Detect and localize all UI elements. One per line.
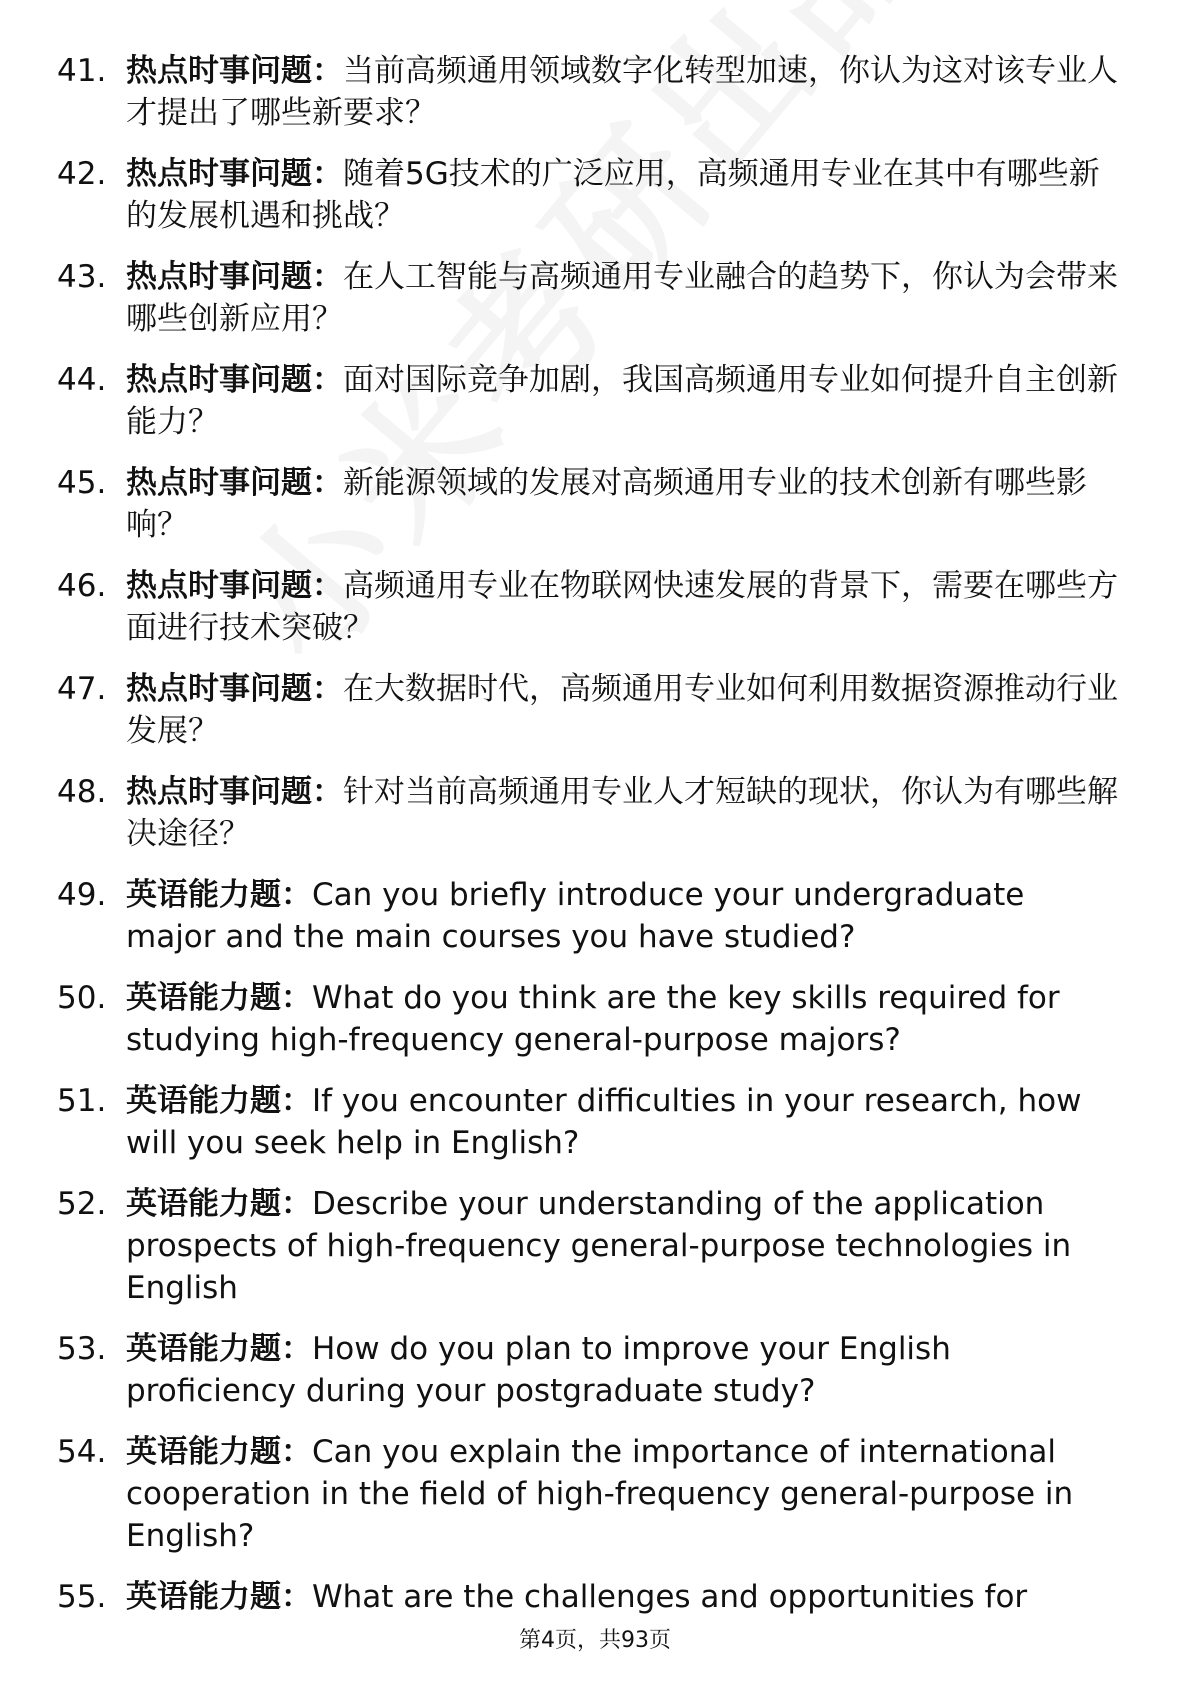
question-item xyxy=(0,874,1190,958)
question-number: 55. xyxy=(57,1579,107,1615)
question-item xyxy=(0,359,1190,443)
question-item xyxy=(0,1080,1190,1164)
question-number: 50. xyxy=(57,980,107,1016)
question-category: 英语能力题： xyxy=(126,980,312,1016)
question-list xyxy=(0,50,1190,1637)
question-item xyxy=(0,50,1190,134)
question-text: Can you explain the importance of international cooperation in the field of high-frequency general-purpose in English? xyxy=(126,1434,1074,1554)
question-item xyxy=(0,1431,1190,1557)
question-text: What do you think are the key skills required for studying high-frequency general-purpose majors? xyxy=(126,980,1060,1058)
question-category: 英语能力题： xyxy=(126,877,312,913)
question-number: 45. xyxy=(57,465,107,501)
question-text: 新能源领域的发展对高频通用专业的技术创新有哪些影响？ xyxy=(126,465,1087,543)
question-category: 热点时事问题： xyxy=(126,53,343,89)
question-number: 51. xyxy=(57,1083,107,1119)
question-item xyxy=(0,153,1190,237)
question-text: 随着5G技术的广泛应用，高频通用专业在其中有哪些新的发展机遇和挑战？ xyxy=(126,156,1100,234)
question-number: 54. xyxy=(57,1434,107,1470)
question-category: 热点时事问题： xyxy=(126,774,343,810)
question-text: 面对国际竞争加剧，我国高频通用专业如何提升自主创新能力？ xyxy=(126,362,1118,440)
question-number: 44. xyxy=(57,362,107,398)
question-number: 42. xyxy=(57,156,107,192)
question-category: 热点时事问题： xyxy=(126,671,343,707)
question-category: 英语能力题： xyxy=(126,1083,312,1119)
question-item xyxy=(0,771,1190,855)
question-category: 热点时事问题： xyxy=(126,259,343,295)
question-category: 热点时事问题： xyxy=(126,156,343,192)
question-item xyxy=(0,1183,1190,1309)
question-category: 英语能力题： xyxy=(126,1579,312,1615)
question-number: 46. xyxy=(57,568,107,604)
question-text: Can you briefly introduce your undergraduate major and the main courses you have studied? xyxy=(126,877,1025,955)
question-category: 英语能力题： xyxy=(126,1434,312,1470)
question-text: Describe your understanding of the application prospects of high-frequency general-purpose technologies in English xyxy=(126,1186,1072,1306)
question-number: 48. xyxy=(57,774,107,810)
question-text: 当前高频通用领域数字化转型加速，你认为这对该专业人才提出了哪些新要求？ xyxy=(126,53,1118,131)
question-item xyxy=(0,1328,1190,1412)
question-text: 针对当前高频通用专业人才短缺的现状，你认为有哪些解决途径？ xyxy=(126,774,1118,852)
question-item xyxy=(0,256,1190,340)
question-number: 41. xyxy=(57,53,107,89)
question-category: 热点时事问题： xyxy=(126,568,343,604)
question-number: 47. xyxy=(57,671,107,707)
question-category: 英语能力题： xyxy=(126,1331,312,1367)
page-number-label: 第4页，共93页 xyxy=(519,1628,671,1653)
question-item xyxy=(0,462,1190,546)
question-text: What are the challenges and opportunities for xyxy=(312,1579,1028,1615)
question-number: 49. xyxy=(57,877,107,913)
question-number: 43. xyxy=(57,259,107,295)
question-text: How do you plan to improve your English proficiency during your postgraduate study? xyxy=(126,1331,951,1409)
question-item xyxy=(0,977,1190,1061)
page-footer xyxy=(0,1626,1190,1656)
question-item xyxy=(0,565,1190,649)
question-text: 高频通用专业在物联网快速发展的背景下，需要在哪些方面进行技术突破？ xyxy=(126,568,1118,646)
question-category: 热点时事问题： xyxy=(126,362,343,398)
question-text: 在大数据时代，高频通用专业如何利用数据资源推动行业发展？ xyxy=(126,671,1118,749)
question-item xyxy=(0,668,1190,752)
question-item xyxy=(0,1576,1190,1618)
question-number: 53. xyxy=(57,1331,107,1367)
question-number: 52. xyxy=(57,1186,107,1222)
question-text: If you encounter difficulties in your research, how will you seek help in English? xyxy=(126,1083,1082,1161)
question-category: 英语能力题： xyxy=(126,1186,312,1222)
question-text: 在人工智能与高频通用专业融合的趋势下，你认为会带来哪些创新应用？ xyxy=(126,259,1118,337)
question-category: 热点时事问题： xyxy=(126,465,343,501)
